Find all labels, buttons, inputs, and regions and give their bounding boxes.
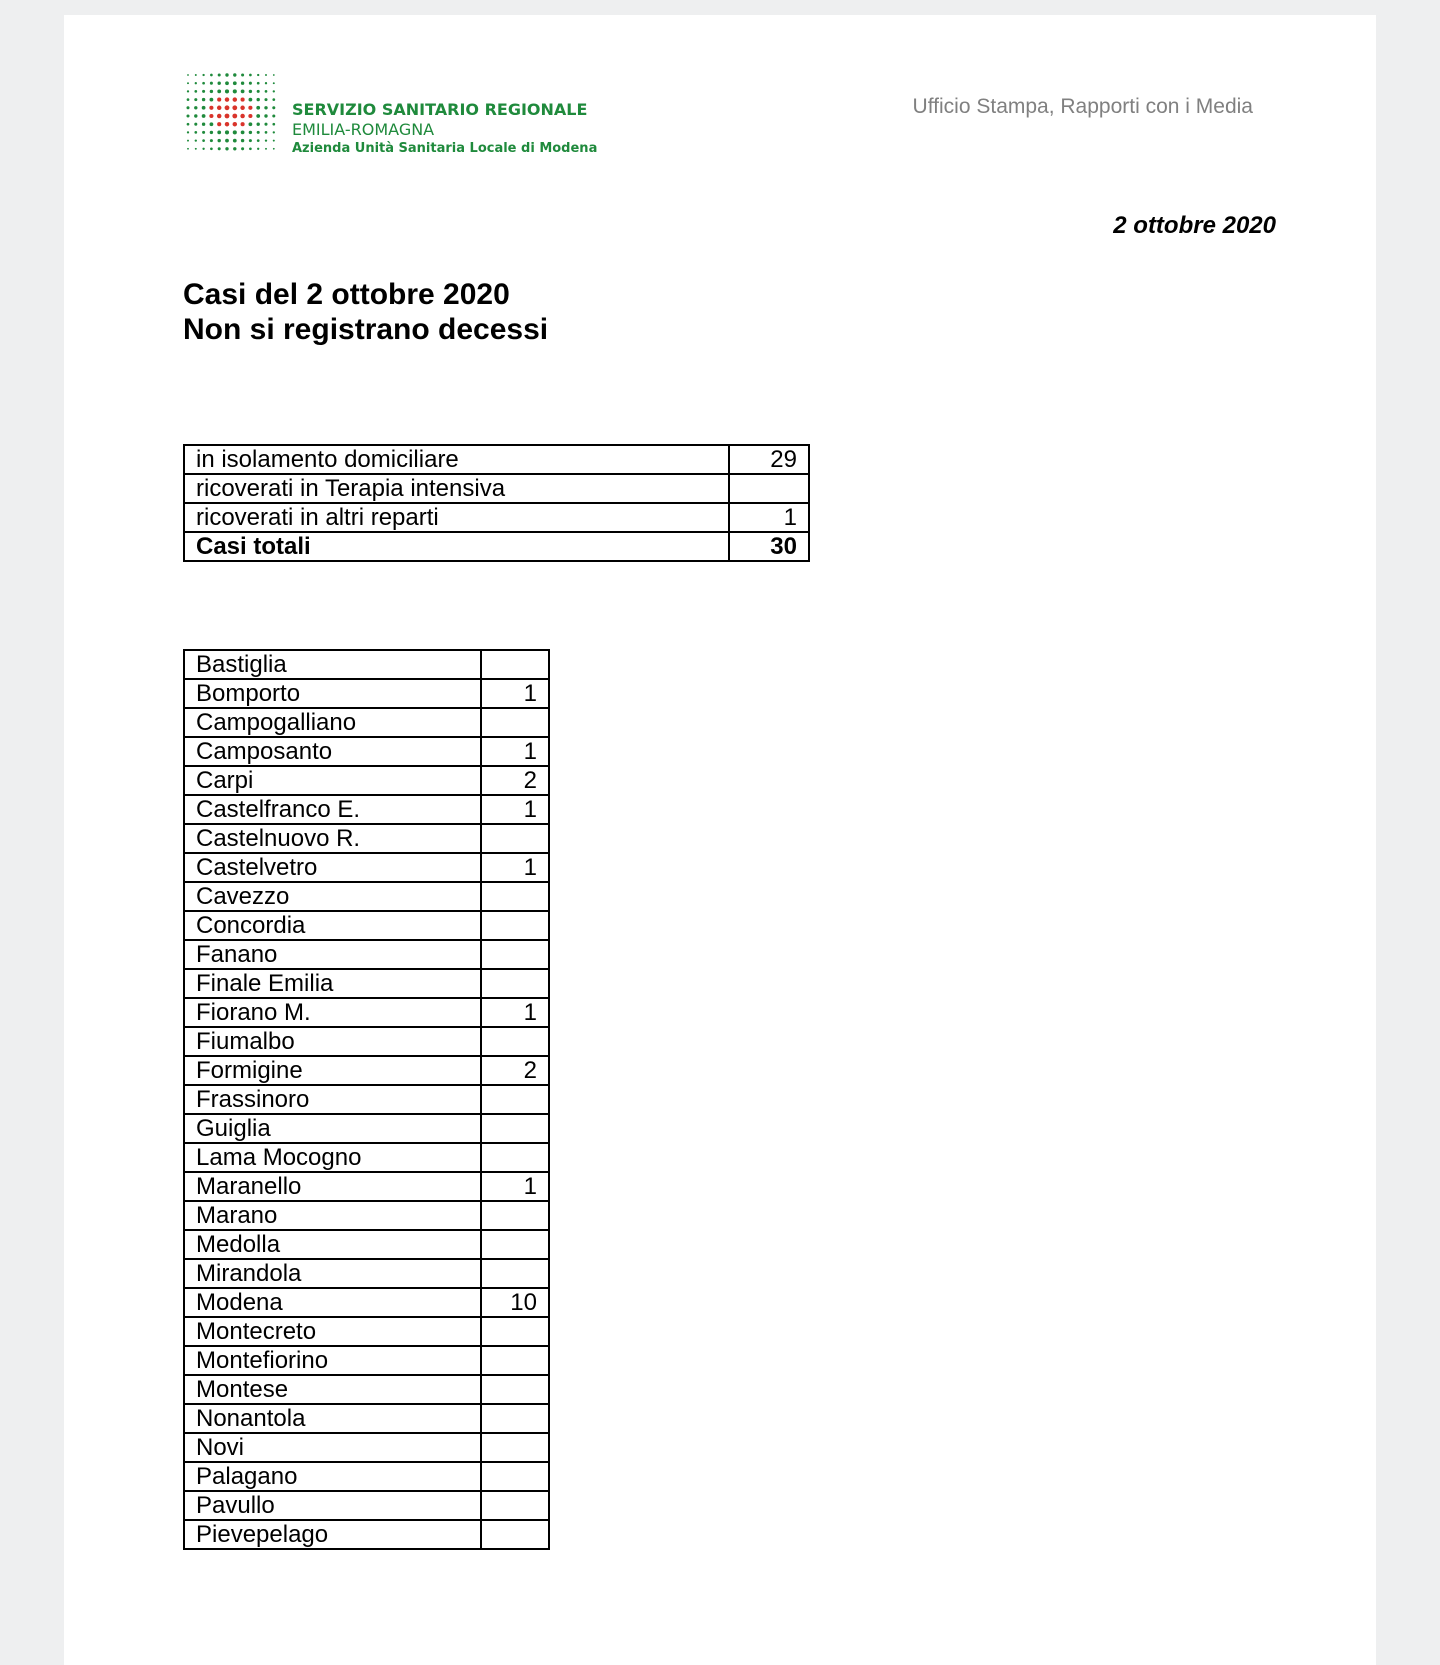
municipality-cases [481, 911, 549, 940]
municipality-row [184, 795, 549, 824]
municipality-row [184, 737, 549, 766]
logo-dot [265, 82, 267, 84]
municipality-name: Castelvetro [184, 853, 481, 882]
municipality-row [184, 766, 549, 795]
municipality-name: Novi [184, 1433, 481, 1462]
logo-dot [233, 89, 237, 93]
municipality-cases [481, 1462, 549, 1491]
logo-dot [187, 90, 189, 92]
logo-dot [273, 90, 275, 92]
municipality-name: Marano [184, 1201, 481, 1230]
logo-dot [225, 73, 228, 76]
logo-dot [273, 131, 275, 133]
logo-dot [225, 89, 229, 93]
logo-dot [257, 123, 260, 126]
municipality-cases [481, 969, 549, 998]
logo-dot [257, 90, 260, 93]
logo-dot [249, 122, 253, 126]
municipality-cases [481, 1491, 549, 1520]
municipality-row [184, 1404, 549, 1433]
logo-dot [257, 98, 260, 101]
municipality-row [184, 1491, 549, 1520]
municipality-row [184, 1114, 549, 1143]
logo-dot [225, 122, 229, 126]
logo-dot [195, 82, 197, 84]
logo-line-1: SERVIZIO SANITARIO REGIONALE [292, 100, 588, 119]
logo-dot [248, 106, 252, 110]
logo-dot [233, 139, 237, 143]
logo-dot [194, 123, 197, 126]
logo-dot [225, 147, 228, 150]
logo-dot-grid-icon [184, 71, 280, 155]
summary-row [184, 503, 809, 532]
logo-dot [249, 131, 252, 134]
logo-dot [218, 73, 221, 76]
municipality-row [184, 1520, 549, 1549]
logo-dot [194, 90, 197, 93]
municipality-row [184, 1056, 549, 1085]
municipality-cases [481, 940, 549, 969]
logo-dot [187, 131, 189, 133]
logo-dot [225, 130, 229, 134]
municipality-row [184, 1288, 549, 1317]
logo-dot [273, 82, 275, 84]
logo-dot [257, 74, 259, 76]
logo-dot [218, 139, 221, 142]
logo-dot [249, 139, 252, 142]
logo-dot [265, 139, 267, 141]
municipality-name: Finale Emilia [184, 969, 481, 998]
municipality-name: Fiumalbo [184, 1027, 481, 1056]
logo-dot [240, 106, 244, 110]
municipality-cases [481, 1143, 549, 1172]
logo-dot [240, 114, 244, 118]
logo-dot [233, 130, 237, 134]
municipality-row [184, 1317, 549, 1346]
municipalities-table [183, 649, 550, 1550]
logo-dot [194, 131, 197, 134]
municipality-cases: 10 [481, 1288, 549, 1317]
municipality-name: Medolla [184, 1230, 481, 1259]
summary-row [184, 445, 809, 474]
municipality-name: Carpi [184, 766, 481, 795]
logo-dot [241, 82, 244, 85]
municipality-name: Maranello [184, 1172, 481, 1201]
logo-dot [217, 106, 221, 110]
summary-label: Casi totali [184, 532, 729, 561]
logo-dot [264, 98, 267, 101]
municipality-cases [481, 882, 549, 911]
logo-dot [241, 139, 244, 142]
logo-dot [272, 106, 275, 109]
logo-dot [217, 90, 221, 94]
summary-label: ricoverati in altri reparti [184, 503, 729, 532]
municipality-name: Frassinoro [184, 1085, 481, 1114]
logo-dot [233, 147, 236, 150]
logo-dot [202, 148, 204, 150]
municipality-name: Pievepelago [184, 1520, 481, 1549]
municipality-cases: 1 [481, 737, 549, 766]
office-label: Ufficio Stampa, Rapporti con i Media [912, 95, 1253, 118]
logo-dot [232, 114, 237, 119]
summary-value [729, 474, 809, 503]
logo-dot [225, 114, 230, 119]
logo-dot [225, 81, 229, 85]
logo-dot [248, 114, 252, 118]
logo-dot [249, 82, 252, 85]
logo-dot [210, 90, 213, 93]
municipality-row [184, 1201, 549, 1230]
municipality-cases [481, 1230, 549, 1259]
logo-dot [218, 82, 221, 85]
logo-dot [256, 114, 260, 118]
logo-dot [241, 122, 245, 126]
document-title [183, 277, 548, 347]
logo-dot [257, 148, 259, 150]
municipality-cases [481, 708, 549, 737]
municipality-name: Bomporto [184, 679, 481, 708]
municipality-name: Cavezzo [184, 882, 481, 911]
municipality-row [184, 1027, 549, 1056]
logo-dot [186, 106, 189, 109]
logo-dot [249, 90, 252, 93]
municipality-cases: 2 [481, 766, 549, 795]
municipality-name: Pavullo [184, 1491, 481, 1520]
logo-line-3: Azienda Unità Sanitaria Locale di Modena [292, 141, 598, 156]
municipality-name: Montefiorino [184, 1346, 481, 1375]
municipality-cases [481, 1433, 549, 1462]
logo-dot [233, 73, 236, 76]
logo-dot [202, 123, 205, 126]
logo-dot [265, 148, 267, 150]
municipality-cases: 1 [481, 998, 549, 1027]
municipality-cases [481, 1317, 549, 1346]
logo-dot [210, 147, 213, 150]
municipality-name: Concordia [184, 911, 481, 940]
logo-dot [202, 139, 205, 142]
ausl-logo [184, 71, 644, 171]
logo-dot [186, 114, 189, 117]
municipality-name: Guiglia [184, 1114, 481, 1143]
logo-dot [265, 74, 267, 76]
logo-dot [217, 98, 221, 102]
municipality-row [184, 679, 549, 708]
municipality-cases [481, 1259, 549, 1288]
municipality-cases [481, 1085, 549, 1114]
municipality-cases: 1 [481, 1172, 549, 1201]
logo-dot [249, 74, 252, 77]
logo-dot [210, 139, 213, 142]
summary-value: 1 [729, 503, 809, 532]
logo-dot [264, 123, 267, 126]
logo-dot [187, 123, 190, 126]
municipality-cases [481, 1346, 549, 1375]
title-line-2: Non si registrano decessi [183, 313, 549, 346]
logo-dot [210, 131, 213, 134]
municipality-row [184, 940, 549, 969]
logo-dot [195, 74, 197, 76]
logo-dot [210, 98, 214, 102]
logo-dot [265, 90, 268, 93]
municipality-row [184, 882, 549, 911]
municipality-row [184, 1230, 549, 1259]
summary-value: 30 [729, 532, 809, 561]
logo-dot [225, 139, 229, 143]
logo-dot [241, 147, 244, 150]
municipality-row [184, 1375, 549, 1404]
logo-dot [194, 106, 197, 109]
municipality-cases [481, 824, 549, 853]
municipality-row [184, 1433, 549, 1462]
logo-dot [241, 98, 245, 102]
municipality-cases: 1 [481, 679, 549, 708]
logo-dot [272, 98, 275, 101]
logo-dot [210, 82, 213, 85]
municipality-row [184, 1085, 549, 1114]
municipality-cases [481, 1375, 549, 1404]
municipality-name: Lama Mocogno [184, 1143, 481, 1172]
logo-dot [257, 139, 260, 142]
logo-dot [232, 105, 237, 110]
municipality-name: Castelfranco E. [184, 795, 481, 824]
logo-dot [249, 98, 253, 102]
municipality-name: Castelnuovo R. [184, 824, 481, 853]
summary-row [184, 532, 809, 561]
logo-dot [273, 140, 275, 142]
logo-dot [210, 74, 213, 77]
municipality-cases: 1 [481, 853, 549, 882]
summary-value: 29 [729, 445, 809, 474]
logo-dot [194, 114, 197, 117]
municipality-row [184, 911, 549, 940]
municipality-cases: 2 [481, 1056, 549, 1085]
logo-dot [217, 122, 221, 126]
document-page [64, 15, 1376, 1665]
municipality-row [184, 1462, 549, 1491]
municipality-name: Campogalliano [184, 708, 481, 737]
municipality-name: Palagano [184, 1462, 481, 1491]
logo-dot [217, 114, 221, 118]
municipality-name: Camposanto [184, 737, 481, 766]
logo-dot [202, 90, 205, 93]
municipality-cases [481, 1027, 549, 1056]
summary-label: ricoverati in Terapia intensiva [184, 474, 729, 503]
title-line-1: Casi del 2 ottobre 2020 [183, 278, 510, 311]
summary-row [184, 474, 809, 503]
municipality-name: Formigine [184, 1056, 481, 1085]
logo-dot [195, 148, 197, 150]
municipality-name: Montese [184, 1375, 481, 1404]
logo-dot [265, 131, 268, 134]
logo-dot [257, 82, 260, 85]
logo-dot [187, 98, 190, 101]
logo-dot [217, 131, 221, 135]
logo-dot [202, 131, 205, 134]
logo-dot [233, 122, 237, 126]
logo-dot [264, 106, 267, 109]
logo-dot [187, 140, 189, 142]
logo-dot [273, 148, 275, 150]
municipality-row [184, 1143, 549, 1172]
municipality-name: Modena [184, 1288, 481, 1317]
logo-dot [241, 90, 245, 94]
logo-dot [272, 114, 275, 117]
logo-dot [264, 114, 267, 117]
logo-dot [218, 147, 221, 150]
logo-dot [195, 139, 197, 141]
logo-dot [241, 131, 245, 135]
municipality-cases [481, 1201, 549, 1230]
logo-dot [187, 82, 189, 84]
municipality-name: Mirandola [184, 1259, 481, 1288]
document-date: 2 ottobre 2020 [1113, 212, 1276, 239]
logo-text [292, 100, 597, 157]
logo-dot [202, 74, 204, 76]
logo-dot [225, 97, 229, 101]
municipality-name: Montecreto [184, 1317, 481, 1346]
municipality-row [184, 998, 549, 1027]
logo-dot [257, 131, 260, 134]
logo-dot [194, 98, 197, 101]
municipality-row [184, 1172, 549, 1201]
logo-dot [202, 106, 206, 110]
logo-dot [241, 73, 244, 76]
logo-dot [233, 81, 237, 85]
municipality-cases: 1 [481, 795, 549, 824]
logo-dot [273, 74, 275, 76]
municipality-name: Fanano [184, 940, 481, 969]
municipality-row [184, 1259, 549, 1288]
logo-dot [272, 123, 275, 126]
logo-dot [256, 106, 260, 110]
municipality-cases [481, 1520, 549, 1549]
municipality-name: Nonantola [184, 1404, 481, 1433]
logo-dot [225, 105, 230, 110]
logo-dot [233, 97, 237, 101]
logo-dot [209, 106, 213, 110]
logo-dot [249, 147, 252, 150]
municipality-row [184, 1346, 549, 1375]
municipality-name: Fiorano M. [184, 998, 481, 1027]
logo-dot [202, 82, 205, 85]
municipality-row [184, 824, 549, 853]
logo-line-2: EMILIA-ROMAGNA [292, 120, 435, 139]
logo-dot [202, 114, 206, 118]
logo-dot [209, 114, 213, 118]
municipality-row [184, 969, 549, 998]
municipality-row [184, 650, 549, 679]
municipality-cases [481, 650, 549, 679]
municipality-cases [481, 1404, 549, 1433]
municipality-name: Bastiglia [184, 650, 481, 679]
summary-label: in isolamento domiciliare [184, 445, 729, 474]
logo-dot [210, 122, 214, 126]
summary-table [183, 444, 810, 562]
logo-dot [202, 98, 205, 101]
logo-dot [187, 74, 189, 76]
logo-dot [187, 148, 189, 150]
municipality-row [184, 708, 549, 737]
municipality-row [184, 853, 549, 882]
municipality-cases [481, 1114, 549, 1143]
